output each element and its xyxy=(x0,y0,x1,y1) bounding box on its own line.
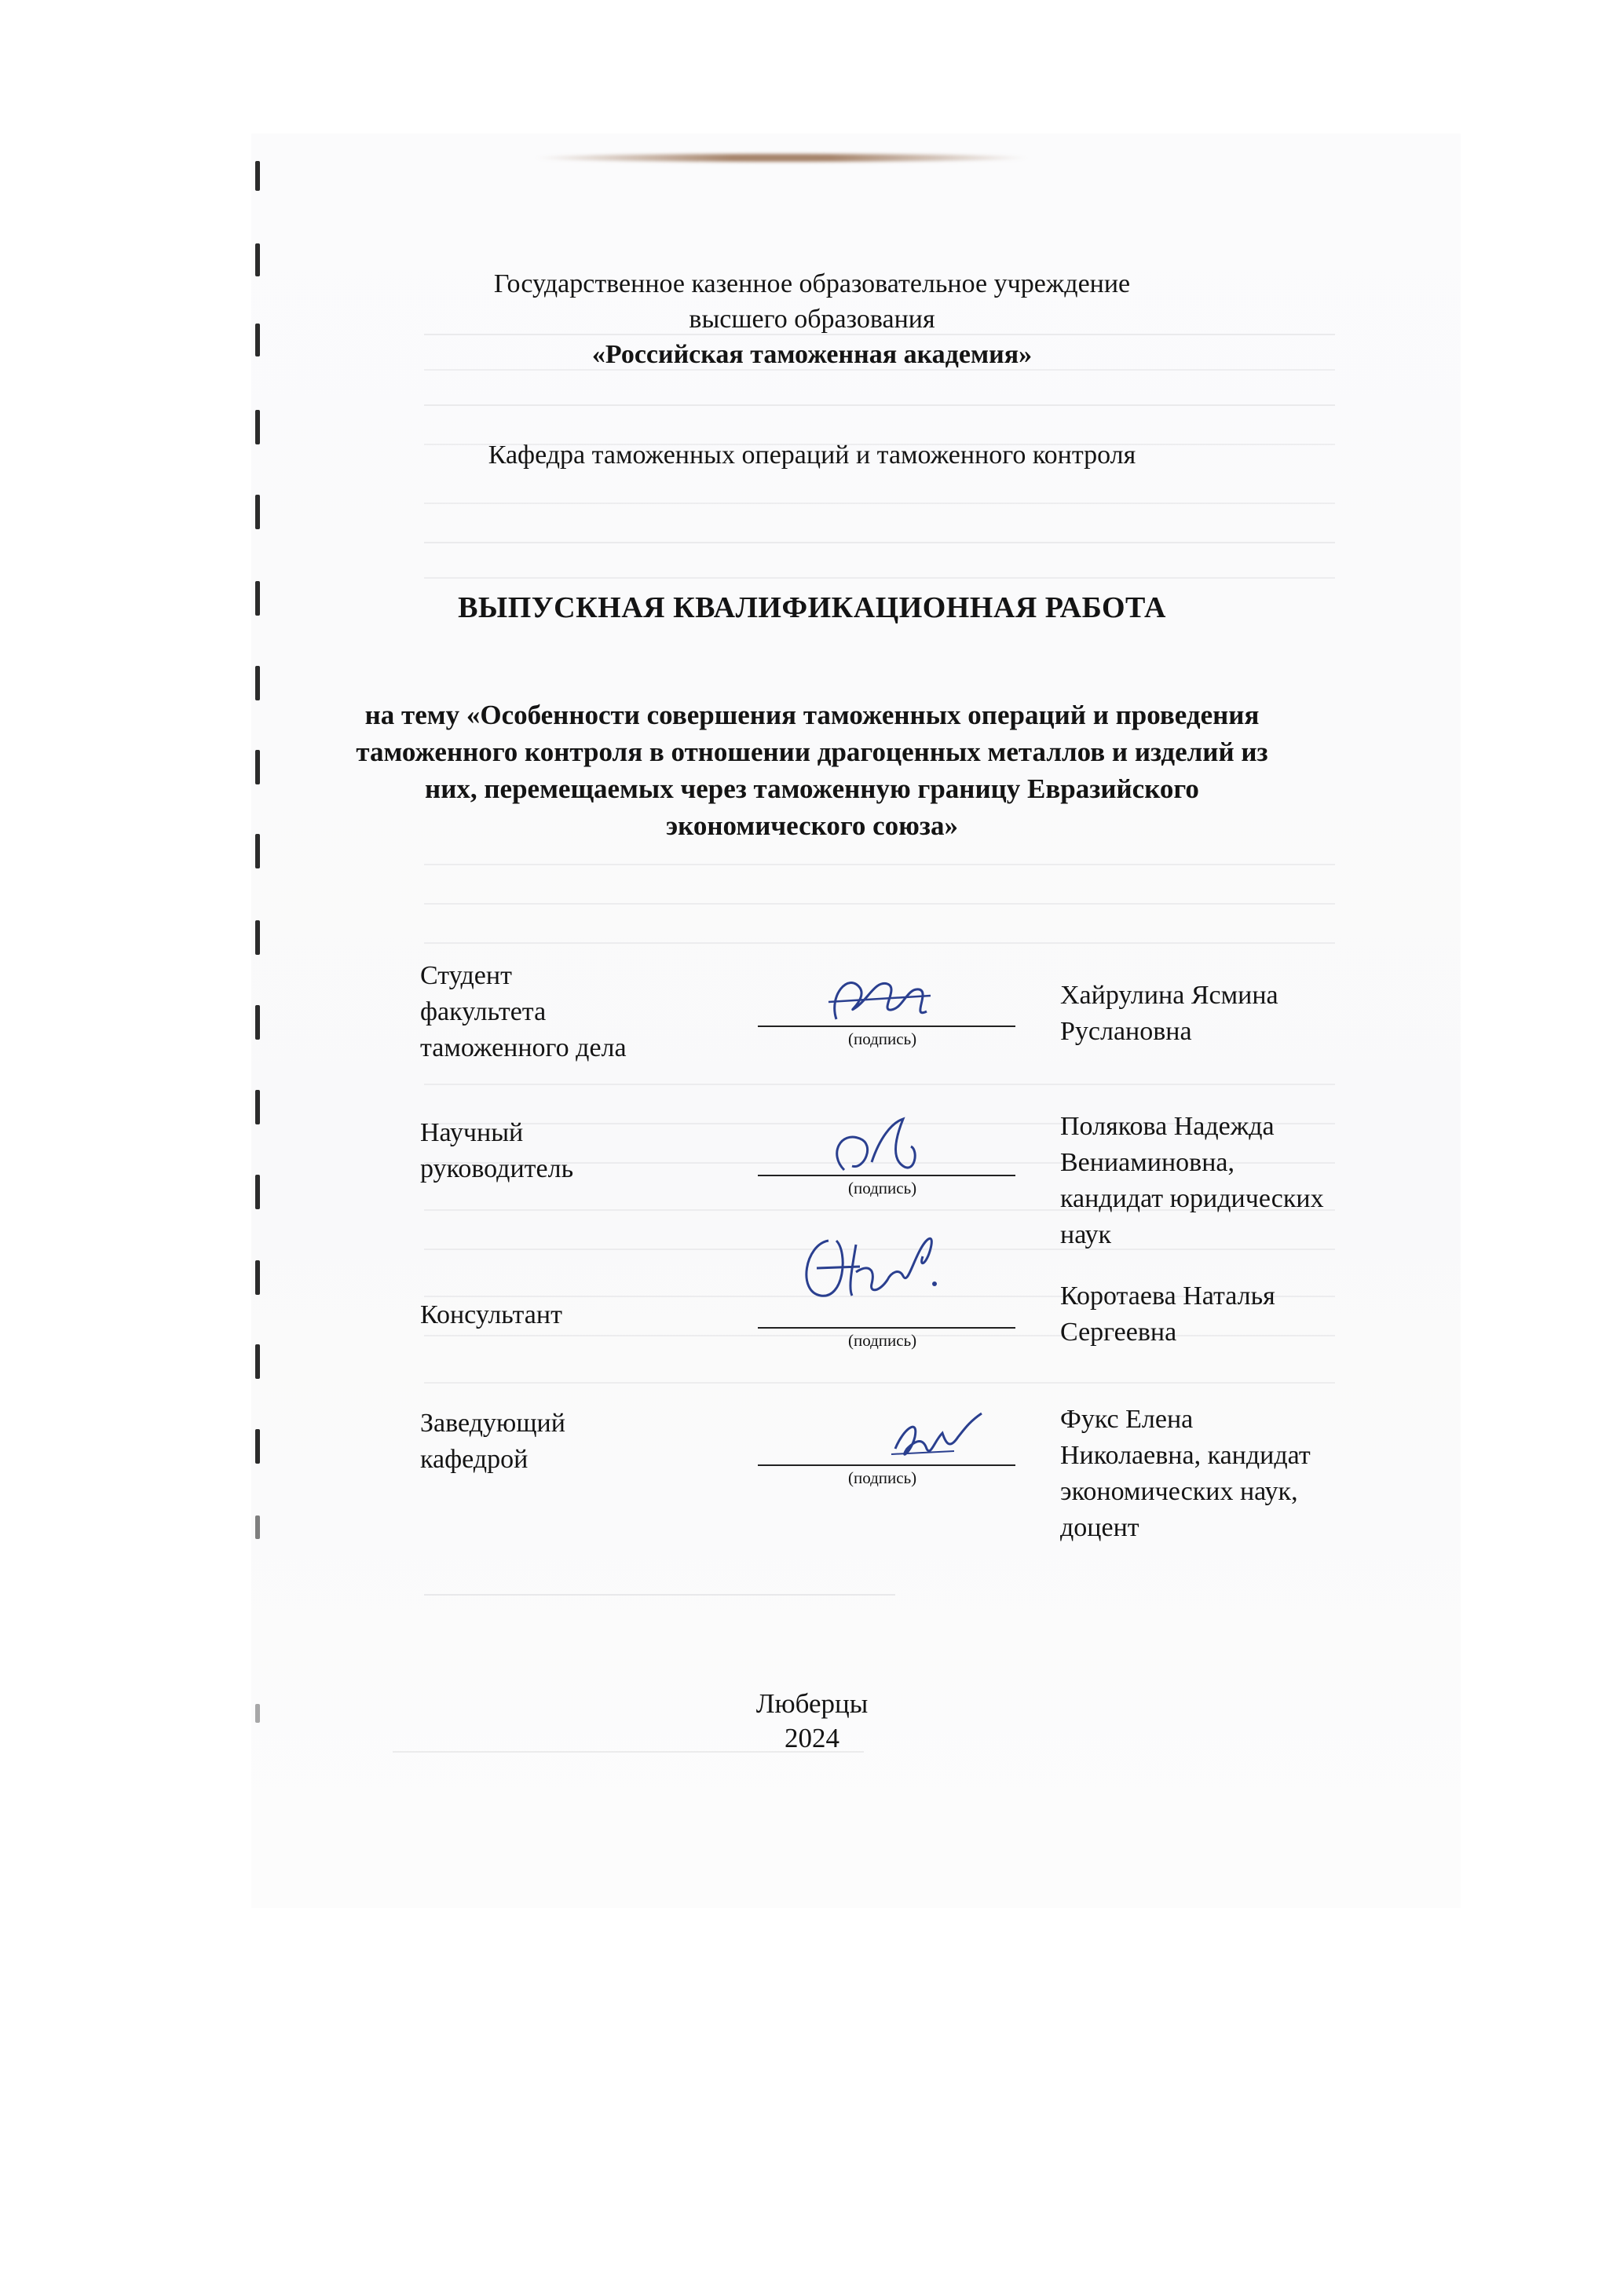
year: 2024 xyxy=(785,1723,839,1753)
theme-line: на тему «Особенности совершения таможенных операций и проведения xyxy=(364,700,1260,730)
signature-line xyxy=(758,1175,1015,1176)
institution-line-1: Государственное казенное образовательное учреждение xyxy=(493,269,1131,298)
role-label: Научный руководитель xyxy=(420,1118,574,1183)
signature-line xyxy=(758,1464,1015,1466)
signature-student xyxy=(813,964,946,1035)
person-name: Полякова Надежда Вениаминовна, кандидат юридических наук xyxy=(1060,1112,1324,1249)
theme-line: таможенного контроля в отношении драгоценных металлов и изделий из xyxy=(356,737,1268,767)
person-name: Коротаева Наталья Сергеевна xyxy=(1060,1281,1275,1347)
signature-consultant xyxy=(781,1221,954,1315)
role-label: Заведующий кафедрой xyxy=(420,1409,565,1474)
signature-line xyxy=(758,1327,1015,1329)
role-label: Студент факультета таможенного дела xyxy=(420,961,627,1062)
theme-line: экономического союза» xyxy=(666,810,958,841)
page-edge-shadow xyxy=(534,154,1029,162)
work-type-heading: ВЫПУСКНАЯ КВАЛИФИКАЦИОННАЯ РАБОТА xyxy=(458,591,1166,624)
institution-line-2: высшего образования xyxy=(689,305,935,334)
city: Люберцы xyxy=(755,1688,869,1719)
signature-line xyxy=(758,1026,1015,1027)
person-name: Фукс Елена Николаевна, кандидат экономических наук, доцент xyxy=(1060,1405,1311,1542)
signature-head xyxy=(880,1406,989,1468)
institution-name: «Российская таможенная академия» xyxy=(591,340,1033,369)
role-label: Консультант xyxy=(420,1300,562,1329)
theme-line: них, перемещаемых через таможенную границу Евразийского xyxy=(425,773,1199,804)
signature-supervisor xyxy=(817,1107,942,1186)
department: Кафедра таможенных операций и таможенного контроля xyxy=(488,441,1136,470)
person-name: Хайрулина Ясмина Руслановна xyxy=(1060,981,1278,1046)
signature-caption: (подпись) xyxy=(848,1029,917,1048)
signature-caption: (подпись) xyxy=(848,1468,917,1487)
signature-caption: (подпись) xyxy=(848,1179,917,1197)
signature-caption: (подпись) xyxy=(848,1331,917,1350)
